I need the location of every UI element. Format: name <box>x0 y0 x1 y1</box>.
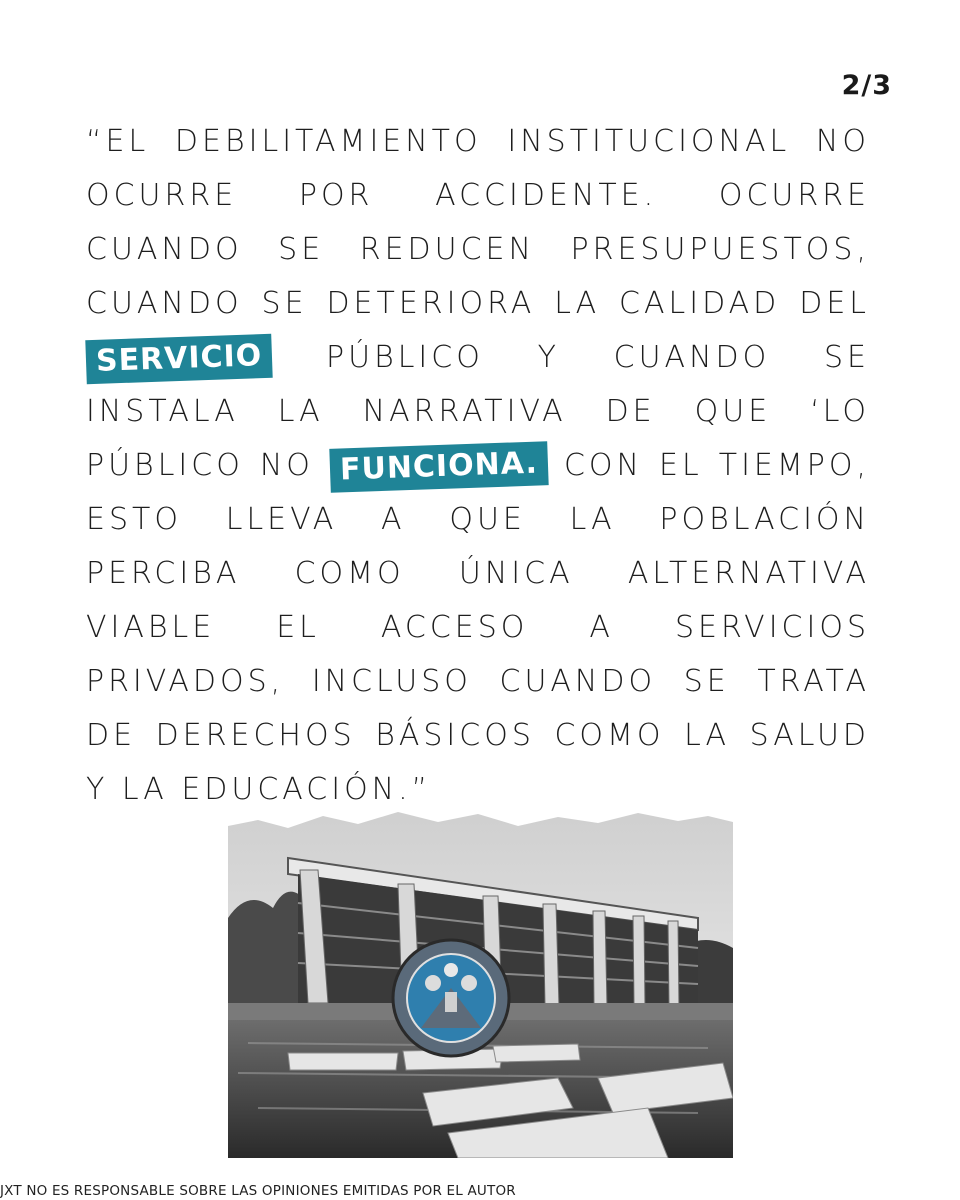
highlight-funciona: FUNCIONA. <box>329 441 548 493</box>
quote-text <box>86 115 870 817</box>
quote-part-3: CON EL TIEMPO, ESTO LLEVA A QUE LA POBLACIÓN PERCIBA COMO ÚNICA ALTERNATIVA VIABLE EL ACCESO A SERVICIOS PRIVADOS, INCLUSO CUANDO SE TRATA DE DERECHOS BÁSICOS COMO LA SALUD Y LA EDUCACIÓN.” <box>86 448 870 807</box>
page-number: 2/3 <box>841 70 892 101</box>
quote-part-1: “EL DEBILITAMIENTO INSTITUCIONAL NO OCURRE POR ACCIDENTE. OCURRE CUANDO SE REDUCEN PRESUPUESTOS, CUANDO SE DETERIORA LA CALIDAD DEL <box>86 124 870 321</box>
quote-part-2: PÚBLICO Y CUANDO SE INSTALA LA NARRATIVA DE QUE ‘LO PÚBLICO NO <box>86 340 870 483</box>
university-building-photo <box>228 808 733 1158</box>
highlight-servicio: SERVICIO <box>85 333 273 383</box>
university-seal <box>393 940 509 1056</box>
disclaimer-footer: JXT NO ES RESPONSABLE SOBRE LAS OPINIONES EMITIDAS POR EL AUTOR <box>0 1183 516 1199</box>
